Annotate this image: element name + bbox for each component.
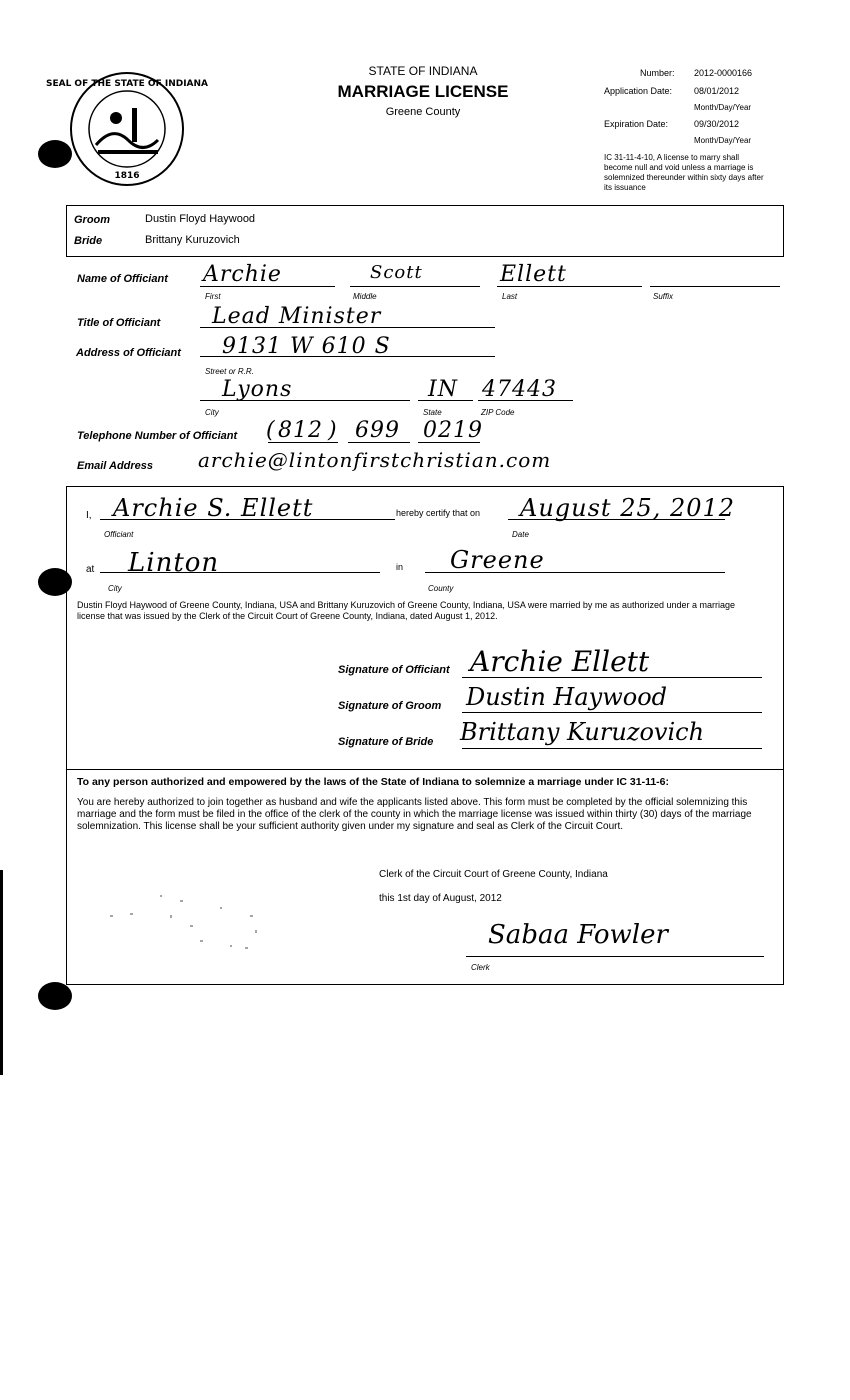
officiant-last-name: Ellett	[500, 262, 567, 287]
seal-year: 1816	[114, 171, 140, 181]
phone-open-paren: (	[266, 418, 276, 443]
expiration-date-label: Expiration Date:	[604, 119, 669, 129]
phone-area-line	[268, 442, 338, 443]
city-line	[200, 400, 410, 401]
street-caption: Street or R.R.	[205, 367, 254, 376]
suffix-line	[650, 286, 780, 287]
certificate-county-caption: County	[428, 584, 454, 593]
certificate-city-line	[100, 572, 380, 573]
officiant-city-value: Lyons	[222, 377, 293, 402]
sig-officiant-label: Signature of Officiant	[338, 664, 450, 676]
officiant-name-label: Name of Officiant	[77, 273, 168, 285]
sig-bride-label: Signature of Bride	[338, 736, 434, 748]
hole-punch-top	[38, 140, 72, 168]
application-date-format: Month/Day/Year	[694, 103, 752, 112]
phone-prefix-line	[348, 442, 410, 443]
document-title: MARRIAGE LICENSE	[337, 82, 509, 101]
officiant-address-label: Address of Officiant	[76, 347, 181, 359]
middle-name-line	[350, 286, 480, 287]
day-line: this 1st day of August, 2012	[379, 893, 502, 904]
number-value: 2012-0000166	[694, 68, 753, 78]
i-label: I,	[86, 510, 92, 521]
sig-groom-label: Signature of Groom	[338, 700, 442, 712]
phone-line-line	[418, 442, 480, 443]
officiant-signature: Archie Ellett	[470, 645, 650, 678]
embossed-seal-area	[100, 885, 270, 960]
certificate-date-caption: Date	[512, 530, 529, 539]
certificate-city-value: Linton	[128, 548, 220, 578]
state-caption: State	[423, 408, 442, 417]
first-caption: First	[205, 292, 221, 301]
officiant-phone-label: Telephone Number of Officiant	[77, 430, 238, 442]
certificate-statement: Dustin Floyd Haywood of Greene County, Indiana, USA and Brittany Kuruzovich of Greene County, Indiana, USA were married by me as authorized under a marriage license that was issued by the Clerk of the Circuit Court of Greene County, Indiana, dated August 1, 2012.	[77, 600, 736, 621]
last-name-line	[497, 286, 642, 287]
county-heading: Greene County	[385, 106, 461, 118]
zip-line	[478, 400, 573, 401]
state-heading: STATE OF INDIANA	[368, 64, 478, 78]
hole-punch-bottom	[38, 982, 72, 1010]
left-edge-mark	[0, 870, 3, 1075]
last-caption: Last	[502, 292, 518, 301]
bride-name: Brittany Kuruzovich	[145, 234, 240, 246]
street-line	[200, 356, 495, 357]
officiant-title-label: Title of Officiant	[77, 317, 161, 329]
bride-label: Bride	[74, 235, 103, 247]
seal-arc-text: SEAL OF THE STATE OF INDIANA	[45, 79, 209, 89]
certificate-officiant-line	[100, 519, 395, 520]
application-date-label: Application Date:	[604, 86, 673, 96]
state-seal	[45, 70, 209, 188]
expiration-date-value: 09/30/2012	[694, 119, 740, 129]
bride-signature: Brittany Kuruzovich	[460, 718, 705, 746]
groom-label: Groom	[74, 214, 111, 226]
officiant-email-value: archie@lintonfirstchristian.com	[198, 448, 552, 472]
certify-text: hereby certify that on	[396, 508, 481, 518]
statute-note: IC 31-11-4-10, A license to marry shall become null and void unless a marriage is solemnized thereunder within sixty days after its issuance	[604, 153, 764, 192]
title-line	[200, 327, 495, 328]
officiant-zip-value: 47443	[482, 377, 557, 402]
number-label: Number:	[640, 68, 675, 78]
certificate-date-value: August 25, 2012	[520, 494, 736, 522]
officiant-street-value: 9131 W 610 S	[222, 334, 391, 359]
certificate-city-caption: City	[108, 584, 122, 593]
sig-officiant-line	[462, 677, 762, 678]
certificate-officiant-value: Archie S. Ellett	[113, 494, 314, 522]
groom-signature: Dustin Haywood	[466, 683, 668, 711]
expiration-date-format: Month/Day/Year	[694, 136, 752, 145]
officiant-phone-prefix: 699	[355, 418, 400, 443]
first-name-line	[200, 286, 335, 287]
email-label: Email Address	[77, 460, 154, 472]
certificate-county-value: Greene	[450, 546, 545, 574]
certificate-date-line	[508, 519, 725, 520]
section-divider	[66, 769, 783, 770]
sig-groom-line	[462, 712, 762, 713]
certificate-county-line	[425, 572, 725, 573]
application-date-value: 08/01/2012	[694, 86, 740, 96]
clerk-caption: Clerk	[471, 963, 490, 972]
clerk-signature: Sabaa Fowler	[488, 920, 668, 950]
officiant-phone-area: 812	[278, 418, 323, 443]
officiant-middle-name: Scott	[370, 262, 423, 283]
phone-close-paren: )	[328, 418, 338, 443]
certificate-officiant-caption: Officiant	[104, 530, 134, 539]
zip-caption: ZIP Code	[481, 408, 515, 417]
sig-bride-line	[462, 748, 762, 749]
officiant-first-name: Archie	[203, 262, 282, 287]
suffix-caption: Suffix	[653, 292, 674, 301]
officiant-state-value: IN	[428, 377, 458, 402]
middle-caption: Middle	[353, 292, 377, 301]
in-label: in	[396, 562, 404, 572]
at-label: at	[86, 564, 95, 575]
officiant-phone-line: 0219	[423, 418, 483, 443]
authorization-heading: To any person authorized and empowered by the laws of the State of Indiana to solemnize a marriage under IC 31-11-6:	[77, 776, 670, 788]
clerk-line: Clerk of the Circuit Court of Greene County, Indiana	[379, 869, 608, 880]
groom-name: Dustin Floyd Haywood	[145, 213, 256, 225]
clerk-signature-line	[466, 956, 764, 957]
authorization-body: You are hereby authorized to join together as husband and wife the applicants listed above. This form must be completed by the official solemnizing this marriage and the form must be filed in the office of the clerk of the county in which the marriage license was issued within thirty (30) days of the marriage solemnization. This license shall be your sufficient authority given under my signature and seal as Clerk of the Circuit Court.	[77, 797, 752, 832]
city-caption: City	[205, 408, 219, 417]
state-line	[418, 400, 473, 401]
officiant-title-value: Lead Minister	[212, 304, 382, 329]
